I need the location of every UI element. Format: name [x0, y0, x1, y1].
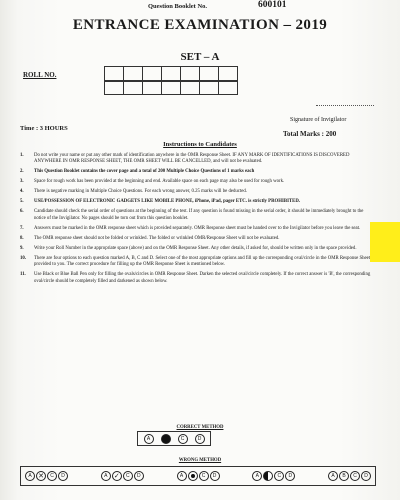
correct-method-label: CORRECT METHOD: [176, 425, 224, 430]
omr-bubble-a: A: [25, 471, 35, 481]
wrong-method-example: [101, 471, 144, 481]
instruction-number: 9.: [20, 245, 24, 251]
instruction-text: The OMR response sheet should not be folded or wrinkled. The folded or wrinkled OMR/Response Sheet will not be evaluated.: [34, 235, 280, 241]
omr-bubble-d: D: [58, 471, 68, 481]
omr-bubble-b: [36, 471, 46, 481]
omr-bubble-c: C: [123, 471, 133, 481]
roll-box[interactable]: [142, 80, 162, 95]
instruction-item: [20, 236, 376, 242]
wrong-method-example: [252, 471, 295, 481]
instruction-item: [20, 179, 376, 185]
page-title: ENTRANCE EXAMINATION – 2019: [72, 17, 328, 33]
wrong-method-example: [25, 471, 68, 481]
wrong-method-example: [328, 471, 371, 481]
omr-bubble-a: A: [328, 471, 338, 481]
roll-box[interactable]: [180, 80, 200, 95]
instruction-text: Do not write your name or put any other mark of identification anywhere in the OMR Response Sheet. IF ANY MARK OF IDENTIFICATIONS IS DISCOVERED ANYWHERE IN OMR RESPONSE SHEET, THE OMR SHEET WILL BE CANCELLED, and will not be evaluated.: [34, 153, 350, 165]
set-label: SET – A: [180, 51, 220, 63]
instruction-text: There are four options to each question marked A, B, C and D. Select one of the most appropriate options and fill up the corresponding oval/circle in the OMR Response Sheet provided to you. The correct procedure for filling up the OMR Response Sheet is mentioned below.: [34, 255, 371, 268]
omr-bubble-b: [188, 471, 198, 481]
instructions-list: [20, 153, 376, 289]
instruction-text: Candidate should check the serial order of questions at the beginning of the test. If any question is found missing in the serial order, it should be immediately brought to the notice of the Invigilator. No pages should be torn out from this question booklet.: [34, 209, 364, 221]
signature-label: Signature of Invigilator: [290, 117, 347, 123]
omr-bubble-c: C: [274, 471, 284, 481]
instruction-text: Write your Roll Number in the appropriate space (above) and on the OMR Response Sheet. Any other details, if asked for, should be written only in the space provided.: [34, 245, 357, 251]
instruction-number: 7.: [20, 225, 24, 231]
instruction-item: [20, 226, 376, 232]
instruction-item: [20, 272, 376, 285]
instruction-item: [20, 199, 376, 205]
highlight-sticky-note: [370, 222, 400, 262]
omr-bubble-c: C: [178, 434, 188, 444]
wrong-method-example: [177, 471, 220, 481]
roll-number-boxes-row2[interactable]: [104, 80, 237, 95]
roll-label: ROLL NO.: [23, 71, 57, 79]
instruction-item: [20, 209, 376, 222]
instruction-text: USE/POSSESSION OF ELECTRONIC GADGETS LIKE MOBILE PHONE, iPhone, iPad, pager ETC. is strictly PROHIBITED.: [34, 199, 301, 205]
omr-bubble-a: A: [252, 471, 262, 481]
omr-bubble-a: A: [101, 471, 111, 481]
correct-method-box: [137, 431, 211, 446]
roll-box[interactable]: [218, 80, 238, 95]
roll-box[interactable]: [161, 80, 181, 95]
instruction-number: 1.: [20, 153, 24, 158]
omr-bubble-c: C: [47, 471, 57, 481]
roll-box[interactable]: [199, 80, 219, 95]
omr-bubble-b: [112, 471, 122, 481]
instruction-number: 11.: [20, 272, 26, 278]
instructions-title: Instructions to Candidates: [163, 141, 237, 148]
wrong-method-box: [20, 466, 376, 486]
instruction-item: [20, 246, 376, 252]
roll-box[interactable]: [123, 80, 143, 95]
signature-line[interactable]: [316, 105, 374, 106]
instruction-item: [20, 189, 376, 195]
instruction-text: Use Black or Blue Ball Pen only for filling the ovals/circles in OMR Response Sheet. Darken the selected oval/circle completely. If the correct answer is 'B', the corresponding oval/circle should be completely filled and darkened as shown below.: [34, 272, 371, 284]
total-marks: Total Marks : 200: [283, 130, 337, 138]
omr-bubble-d: D: [134, 471, 144, 481]
instruction-text: Answers must be marked in the OMR response sheet which is provided separately. OMR Response sheet must be handed over to the Invigilator before you leave the seat.: [34, 225, 361, 231]
instruction-item: [20, 153, 376, 166]
roll-box[interactable]: [104, 80, 124, 95]
instruction-number: 2.: [20, 169, 24, 175]
omr-bubble-b: [263, 471, 273, 481]
booklet-number: 600101: [258, 0, 287, 10]
instruction-text: This Question Booklet contains the cover page and a total of 200 Multiple Choice Questions of 1 marks each: [34, 169, 255, 175]
instruction-number: 3.: [20, 179, 24, 185]
instruction-number: 6.: [20, 209, 24, 215]
instruction-item: [20, 169, 376, 175]
omr-bubble-d: D: [195, 434, 205, 444]
omr-bubble-d: D: [361, 471, 371, 481]
omr-bubble-c: C: [350, 471, 360, 481]
omr-bubble-a: A: [177, 471, 187, 481]
instruction-number: 8.: [20, 235, 24, 241]
instruction-item: [20, 256, 376, 269]
omr-bubble-d: D: [285, 471, 295, 481]
instruction-text: Space for rough work has been provided at the beginning and end. Available space on each page may also be used for rough work.: [34, 179, 285, 185]
omr-bubble-d: D: [210, 471, 220, 481]
omr-bubble-b: B: [339, 471, 349, 481]
instruction-number: 4.: [20, 189, 24, 195]
instruction-number: 10.: [20, 255, 26, 261]
omr-bubble-b: [161, 434, 171, 444]
time-label: Time : 3 HOURS: [20, 125, 68, 132]
omr-bubble-c: C: [199, 471, 209, 481]
instruction-text: There is negative marking in Multiple Choice Questions. For each wrong answer, 0.25 marks will be deducted.: [34, 189, 247, 195]
booklet-label: Question Booklet No.: [148, 3, 208, 10]
wrong-method-label: WRONG METHOD: [178, 458, 222, 463]
omr-bubble-a: A: [144, 434, 154, 444]
instruction-number: 5.: [20, 199, 24, 205]
